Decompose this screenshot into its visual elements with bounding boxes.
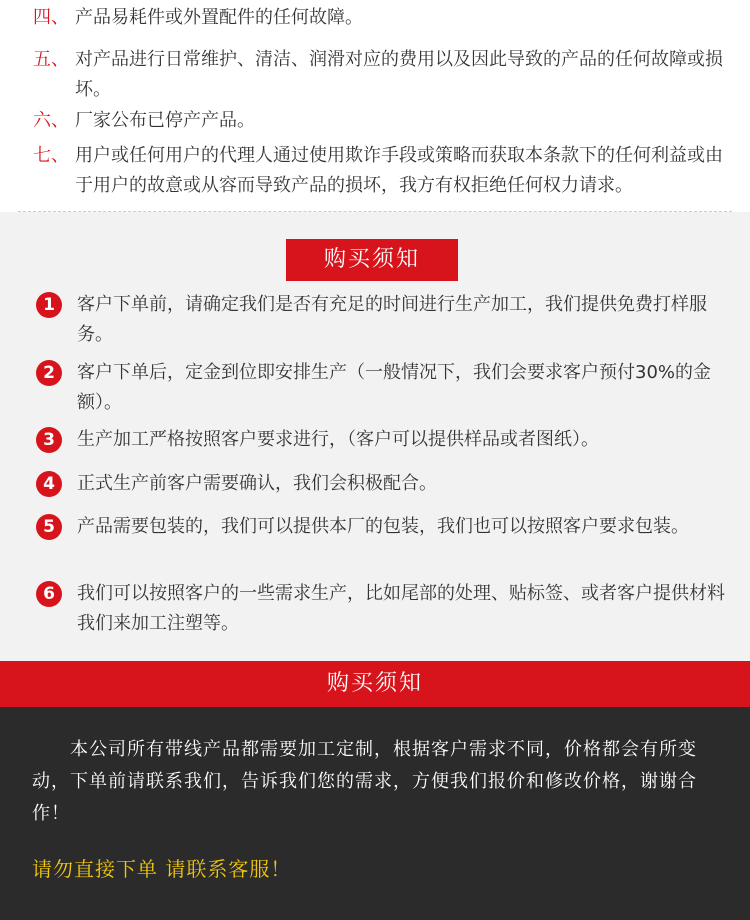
exclusion-text: 厂家公布已停产产品。 (75, 110, 255, 131)
note-text: 生产加工严格按照客户要求进行，（客户可以提供样品或者图纸）。 (77, 429, 599, 450)
exclusion-item (33, 106, 733, 136)
exclusion-number: 六、 (33, 110, 69, 131)
exclusion-number: 四、 (33, 7, 69, 28)
footer-notice (0, 707, 750, 920)
number-badge: 5 (36, 514, 62, 540)
exclusion-item (33, 45, 733, 100)
purchase-notes-title: 购买须知 (286, 239, 458, 281)
note-text: 客户下单前，请确定我们是否有充足的时间进行生产加工，我们提供免费打样服务。 (77, 294, 707, 345)
note-text: 客户下单后，定金到位即安排生产（一般情况下，我们会要求客户预付30%的金额）。 (77, 362, 712, 413)
exclusion-number: 七、 (33, 145, 69, 166)
number-badge: 3 (36, 427, 62, 453)
note-text: 产品需要包装的，我们可以提供本厂的包装，我们也可以按照客户要求包装。 (77, 516, 689, 537)
exclusion-text: 对产品进行日常维护、清洁、润滑对应的费用以及因此导致的产品的任何故障或损坏。 (75, 49, 723, 100)
footer-paragraph: 本公司所有带线产品都需要加工定制，根据客户需求不同，价格都会有所变动，下单前请联系我们，告诉我们您的需求，方便我们报价和修改价格，谢谢合作！ (32, 739, 697, 824)
contact-warning: 请勿直接下单 请联系客服！ (32, 857, 292, 881)
number-badge: 1 (36, 292, 62, 318)
exclusion-item (33, 141, 733, 196)
number-badge: 6 (36, 581, 62, 607)
exclusion-item (33, 3, 733, 33)
warranty-exclusions-section (0, 0, 750, 212)
purchase-notes-section (0, 212, 750, 661)
exclusion-text: 产品易耗件或外置配件的任何故障。 (75, 7, 363, 28)
number-badge: 4 (36, 471, 62, 497)
note-text: 正式生产前客户需要确认，我们会积极配合。 (77, 473, 437, 494)
note-text: 我们可以按照客户的一些需求生产，比如尾部的处理、贴标签、或者客户提供材料我们来加工注塑等。 (77, 583, 725, 634)
exclusion-number: 五、 (33, 49, 69, 70)
number-badge: 2 (36, 360, 62, 386)
exclusion-text: 用户或任何用户的代理人通过使用欺诈手段或策略而获取本条款下的任何利益或由于用户的故意或从容而导致产品的损坏，我方有权拒绝任何权力请求。 (75, 145, 723, 196)
purchase-notes-banner: 购买须知 (0, 661, 750, 707)
